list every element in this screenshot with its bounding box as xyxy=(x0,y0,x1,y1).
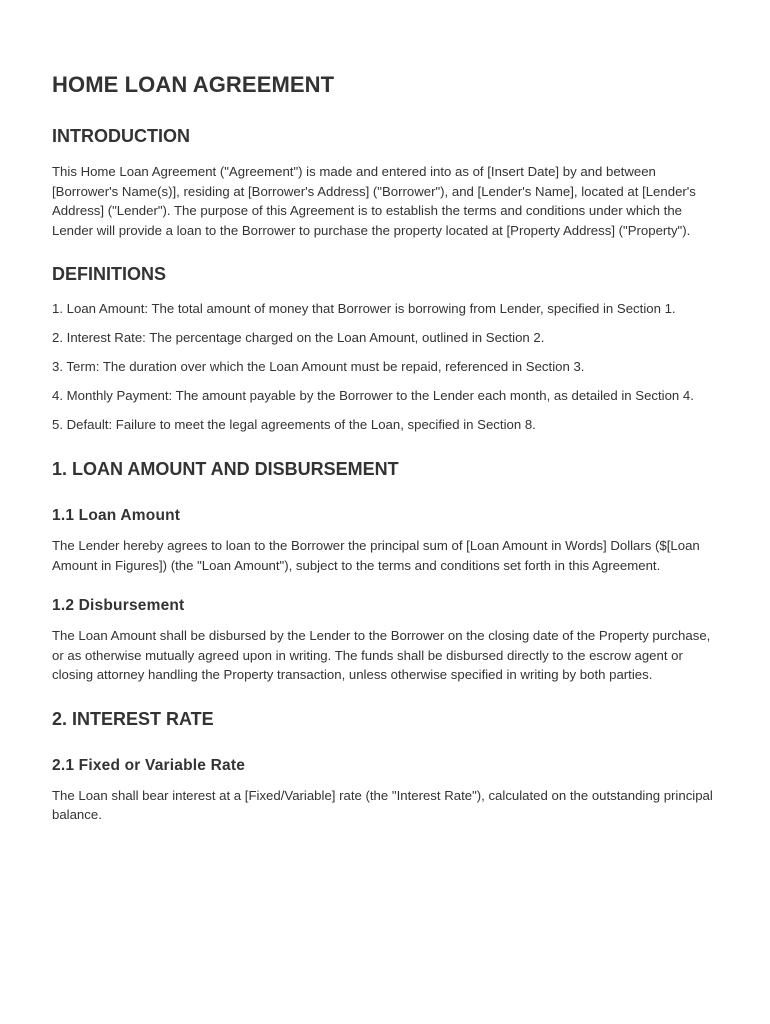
document-title: HOME LOAN AGREEMENT xyxy=(52,72,335,97)
section-1-heading: 1. LOAN AMOUNT AND DISBURSEMENT xyxy=(52,458,399,479)
section-1-2-heading: 1.2 Disbursement xyxy=(52,597,185,615)
section-1-1-paragraph: The Lender hereby agrees to loan to the Borrower the principal sum of [Loan Amount in Words] Dollars ($[Loan Amount in Figures]) (the "Loan Amount"), subject to the terms and conditions set forth in this Agreement. xyxy=(52,537,700,573)
definition-item: 4. Monthly Payment: The amount payable by the Borrower to the Lender each month, as detailed in Section 4. xyxy=(52,388,694,404)
introduction-paragraph: This Home Loan Agreement ("Agreement") is made and entered into as of [Insert Date] by and between [Borrower's Name(s)], residing at [Borrower's Address] ("Borrower"), and [Lender's Name], located at [Lender's Address] ("Lender"). The purpose of this Agreement is to establish the terms and conditions under which the Lender will provide a loan to the Borrower to purchase the property located at [Property Address] ("Property"). xyxy=(52,164,696,238)
section-1-2-paragraph: The Loan Amount shall be disbursed by the Lender to the Borrower on the closing date of the Property purchase, or as otherwise mutually agreed upon in writing. The funds shall be disbursed directly to the escrow agent or closing attorney handling the Property transaction, unless otherwise specified in writing by both parties. xyxy=(52,628,711,683)
introduction-heading: INTRODUCTION xyxy=(52,126,190,146)
definitions-heading: DEFINITIONS xyxy=(52,264,167,285)
definition-item: 3. Term: The duration over which the Loan Amount must be repaid, referenced in Section 3. xyxy=(52,359,585,375)
section-2-1-paragraph: The Loan shall bear interest at a [Fixed/Variable] rate (the "Interest Rate"), calculated on the outstanding principal balance. xyxy=(52,787,713,823)
section-1-1-heading: 1.1 Loan Amount xyxy=(52,506,181,524)
section-2-1-heading: 2.1 Fixed or Variable Rate xyxy=(52,756,246,774)
definition-item: 2. Interest Rate: The percentage charged on the Loan Amount, outlined in Section 2. xyxy=(52,330,545,346)
definition-item: 5. Default: Failure to meet the legal agreements of the Loan, specified in Section 8. xyxy=(52,417,536,433)
section-2-heading: 2. INTEREST RATE xyxy=(52,708,214,729)
definition-item: 1. Loan Amount: The total amount of money that Borrower is borrowing from Lender, specified in Section 1. xyxy=(52,301,676,317)
document-page xyxy=(52,70,724,825)
definitions-list xyxy=(52,299,724,435)
